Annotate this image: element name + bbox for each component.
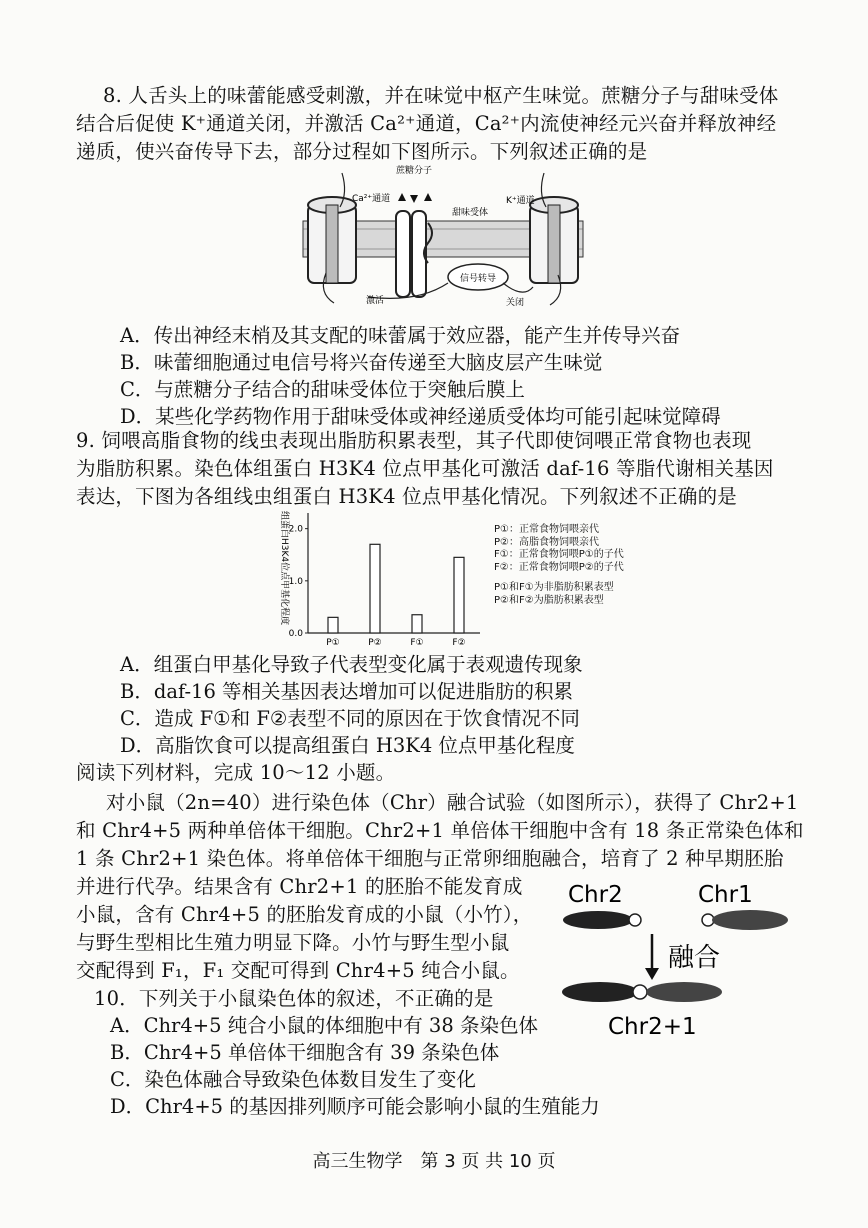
fusion-label-chr2: Chr2 <box>568 882 623 908</box>
q10-option-c: C．染色体融合导致染色体数目发生了变化 <box>110 1068 476 1091</box>
k-channel-shape <box>530 197 578 283</box>
y-tick-label-2: 1.0 <box>288 576 303 587</box>
q9-option-a: A．组蛋白甲基化导致子代表型变化属于表观遗传现象 <box>120 653 583 676</box>
q10-option-d: D．Chr4+5 的基因排列顺序可能会影响小鼠的生殖能力 <box>110 1095 600 1118</box>
chromosome-fusion-figure <box>560 872 795 1044</box>
x-tick-label-4: F② <box>452 638 466 648</box>
legend-item-1: P①：正常食物饲喂亲代 <box>494 524 599 535</box>
x-tick-label-1: P① <box>326 638 340 648</box>
q8-option-a: A．传出神经末梢及其支配的味蕾属于效应器，能产生并传导兴奋 <box>120 324 681 347</box>
chr1-body <box>712 910 788 930</box>
reading-line-2: 和 Chr4+5 两种单倍体干细胞。Chr2+1 单倍体干细胞中含有 18 条正常染色体和 <box>76 819 804 842</box>
label-sweet-receptor: 甜味受体 <box>452 208 489 218</box>
chr2-centromere <box>629 914 641 926</box>
q8-option-c: C．与蔗糖分子结合的甜味受体位于突触后膜上 <box>120 378 525 401</box>
bar-1 <box>328 617 338 633</box>
q8-line-2: 结合后促使 K⁺通道关闭，并激活 Ca²⁺通道，Ca²⁺内流使神经元兴奋并释放神经 <box>76 112 777 135</box>
y-tick-label-1: 0.0 <box>288 629 303 639</box>
fusion-label-chr1: Chr1 <box>698 882 753 908</box>
q9-option-b: B．daf-16 等相关基因表达增加可以促进脂肪的积累 <box>120 680 574 703</box>
fused-chr2-part <box>562 982 638 1002</box>
q10-option-a: A．Chr4+5 纯合小鼠的体细胞中有 38 条染色体 <box>110 1014 538 1037</box>
bar-2 <box>370 544 380 633</box>
reading-line-1: 对小鼠（2n=40）进行染色体（Chr）融合试验（如图所示），获得了 Chr2+1 <box>106 791 799 814</box>
label-signal: 信号转导 <box>460 274 497 284</box>
page-footer: 高三生物学 第 3 页 共 10 页 <box>312 1151 556 1172</box>
label-activate: 激活 <box>366 296 385 306</box>
q9-option-c: C．造成 F①和 F②表型不同的原因在于饮食情况不同 <box>120 707 580 730</box>
x-tick-label-3: F① <box>410 638 424 648</box>
sucrose-molecules <box>398 193 432 203</box>
q9-line-1: 9. 饲喂高脂食物的线虫表现出脂肪积累表型，其子代即使饲喂正常食物也表现 <box>76 429 752 452</box>
ca-channel-shape <box>308 197 356 283</box>
legend-item-5: P①和F①为非脂肪积累表型 <box>494 582 614 593</box>
y-tick-label-3: 2.0 <box>288 524 303 535</box>
label-sucrose: 蔗糖分子 <box>396 166 433 176</box>
q8-line-1: 8. 人舌头上的味蕾能感受刺激，并在味觉中枢产生味觉。蔗糖分子与甜味受体 <box>103 84 779 107</box>
legend-item-2: P②：高脂食物饲喂亲代 <box>494 536 599 548</box>
fusion-label-result: Chr2+1 <box>608 1014 697 1040</box>
q10-stem: 10．下列关于小鼠染色体的叙述，不正确的是 <box>94 987 494 1010</box>
reading-line-6: 与野生型相比生殖力明显下降。小竹与野生型小鼠 <box>76 931 510 954</box>
methylation-bar-chart <box>270 505 490 650</box>
reading-line-7: 交配得到 F₁，F₁ 交配可得到 Chr4+5 纯合小鼠。 <box>76 959 520 982</box>
q8-line-3: 递质，使兴奋传导下去，部分过程如下图所示。下列叙述正确的是 <box>76 140 648 163</box>
fused-centromere <box>633 985 647 999</box>
chr2-body <box>563 911 633 929</box>
q10-option-b: B．Chr4+5 单倍体干细胞含有 39 条染色体 <box>110 1041 500 1064</box>
label-ca-channel: Ca²⁺通道 <box>352 194 391 204</box>
fusion-label-fuse: 融合 <box>668 943 721 973</box>
fused-chr1-part <box>646 982 722 1002</box>
reading-intro: 阅读下列材料，完成 10～12 小题。 <box>76 761 396 784</box>
bar-3 <box>412 615 422 633</box>
reading-line-5: 小鼠，含有 Chr4+5 的胚胎发育成的小鼠（小竹）， <box>76 903 533 926</box>
x-tick-label-2: P② <box>368 638 382 648</box>
legend-item-3: F①：正常食物饲喂P①的子代 <box>494 549 624 560</box>
sweet-receptor-shape <box>396 211 432 297</box>
q8-option-d: D．某些化学药物作用于甜味受体或神经递质受体均可能引起味觉障碍 <box>120 405 721 428</box>
label-k-channel: K⁺通道 <box>506 196 535 206</box>
q8-option-b: B．味蕾细胞通过电信号将兴奋传递至大脑皮层产生味觉 <box>120 351 603 374</box>
chart-ylabel: 组蛋白H3K4位点甲基化程度 <box>279 511 289 626</box>
q9-option-d: D．高脂饮食可以提高组蛋白 H3K4 位点甲基化程度 <box>120 734 575 757</box>
reading-line-3: 1 条 Chr2+1 染色体。将单倍体干细胞与正常卵细胞融合，培育了 2 种早期胚胎 <box>76 847 784 870</box>
legend-item-4: F②：正常食物饲喂P②的子代 <box>494 561 624 573</box>
q9-line-3: 表达，下图为各组线虫组蛋白 H3K4 位点甲基化情况。下列叙述不正确的是 <box>76 485 737 508</box>
reading-line-4: 并进行代孕。结果含有 Chr2+1 的胚胎不能发育成 <box>76 875 523 898</box>
label-close: 关闭 <box>506 298 525 308</box>
bar-4 <box>454 557 464 633</box>
taste-receptor-diagram <box>298 163 588 313</box>
chart-legend <box>494 524 624 607</box>
legend-item-6: P②和F②为脂肪积累表型 <box>494 594 604 606</box>
q9-line-2: 为脂肪积累。染色体组蛋白 H3K4 位点甲基化可激活 daf-16 等脂代谢相关基因 <box>76 457 774 480</box>
